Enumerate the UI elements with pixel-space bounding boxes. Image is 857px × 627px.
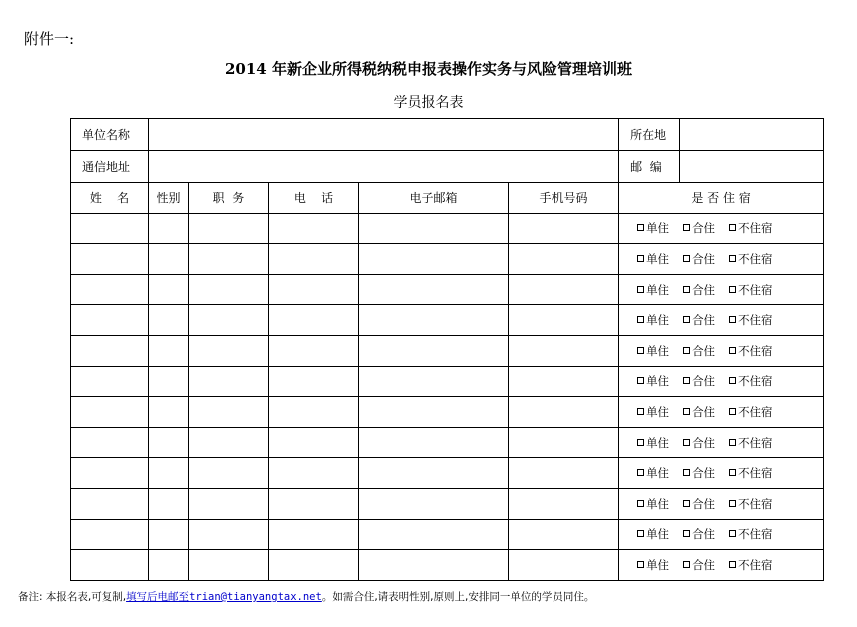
lodging-option[interactable]	[637, 344, 669, 358]
position-cell[interactable]	[189, 305, 269, 336]
email-cell[interactable]	[359, 305, 509, 336]
checkbox-icon[interactable]	[729, 561, 736, 568]
position-cell[interactable]	[189, 274, 269, 305]
phone-cell[interactable]	[269, 397, 359, 428]
lodging-cell	[619, 488, 824, 519]
phone-cell[interactable]	[269, 488, 359, 519]
note-suffix: 。如需合住,请表明性别,原则上,安排同一单位的学员同住。	[321, 591, 595, 603]
email-cell[interactable]	[359, 397, 509, 428]
address-field[interactable]	[149, 151, 619, 183]
checkbox-icon[interactable]	[729, 286, 736, 293]
position-cell[interactable]	[189, 550, 269, 581]
email-cell[interactable]	[359, 366, 509, 397]
table-row	[71, 305, 824, 336]
checkbox-icon[interactable]	[637, 469, 644, 476]
position-cell[interactable]	[189, 213, 269, 244]
lodging-cell	[619, 305, 824, 336]
email-cell[interactable]	[359, 427, 509, 458]
position-cell[interactable]	[189, 244, 269, 275]
col-phone-header: 电 话	[269, 183, 359, 214]
email-link[interactable]	[126, 591, 322, 603]
page-title: 2014 年新企业所得税纳税申报表操作实务与风险管理培训班	[225, 60, 632, 78]
lodging-option[interactable]	[637, 527, 669, 541]
lodging-option-label: 单住	[646, 374, 670, 389]
phone-cell[interactable]	[269, 213, 359, 244]
lodging-option[interactable]	[729, 313, 773, 327]
lodging-option[interactable]	[637, 252, 669, 266]
lodging-option[interactable]	[683, 221, 715, 235]
checkbox-icon[interactable]	[729, 377, 736, 384]
lodging-option[interactable]	[729, 283, 773, 297]
name-cell[interactable]	[71, 274, 149, 305]
checkbox-icon[interactable]	[637, 255, 644, 262]
lodging-option-label: 合住	[692, 282, 716, 297]
phone-cell[interactable]	[269, 519, 359, 550]
lodging-option[interactable]	[637, 313, 669, 327]
checkbox-icon[interactable]	[637, 408, 644, 415]
email-link-text: 填写后电邮至	[126, 591, 190, 603]
mobile-cell[interactable]	[509, 550, 619, 581]
lodging-option[interactable]	[729, 221, 773, 235]
email-cell[interactable]	[359, 519, 509, 550]
lodging-option[interactable]	[637, 221, 669, 235]
lodging-cell	[619, 458, 824, 489]
phone-cell[interactable]	[269, 305, 359, 336]
checkbox-icon[interactable]	[683, 224, 690, 231]
phone-cell[interactable]	[269, 274, 359, 305]
table-row	[71, 397, 824, 428]
email-cell[interactable]	[359, 488, 509, 519]
checkbox-icon[interactable]	[683, 286, 690, 293]
lodging-option-label: 单住	[646, 527, 670, 542]
lodging-option-label: 不住宿	[738, 374, 773, 389]
lodging-option-label: 单住	[646, 435, 670, 450]
lodging-option-label: 不住宿	[738, 527, 773, 542]
mobile-cell[interactable]	[509, 213, 619, 244]
gender-cell[interactable]	[149, 213, 189, 244]
mobile-cell[interactable]	[509, 427, 619, 458]
checkbox-icon[interactable]	[637, 316, 644, 323]
table-row	[71, 335, 824, 366]
lodging-option[interactable]	[683, 436, 715, 450]
checkbox-icon[interactable]	[683, 561, 690, 568]
lodging-option[interactable]	[729, 436, 773, 450]
mobile-cell[interactable]	[509, 458, 619, 489]
mobile-cell[interactable]	[509, 488, 619, 519]
email-cell[interactable]	[359, 335, 509, 366]
gender-cell[interactable]	[149, 335, 189, 366]
lodging-option[interactable]	[683, 252, 715, 266]
lodging-option-label: 不住宿	[738, 435, 773, 450]
position-cell[interactable]	[189, 488, 269, 519]
checkbox-icon[interactable]	[729, 255, 736, 262]
position-cell[interactable]	[189, 335, 269, 366]
checkbox-icon[interactable]	[637, 224, 644, 231]
lodging-option[interactable]	[637, 497, 669, 511]
checkbox-icon[interactable]	[683, 377, 690, 384]
name-cell[interactable]	[71, 305, 149, 336]
checkbox-icon[interactable]	[637, 286, 644, 293]
note-prefix: 备注: 本报名表,可复制,	[18, 591, 127, 603]
location-label: 所在地	[619, 119, 680, 151]
lodging-option[interactable]	[637, 436, 669, 450]
mobile-cell[interactable]	[509, 397, 619, 428]
phone-cell[interactable]	[269, 458, 359, 489]
postcode-label: 邮 编	[619, 151, 680, 183]
gender-cell[interactable]	[149, 366, 189, 397]
table-row	[71, 366, 824, 397]
lodging-option-label: 合住	[692, 404, 716, 419]
lodging-option[interactable]	[683, 344, 715, 358]
position-cell[interactable]	[189, 458, 269, 489]
col-gender-header: 性别	[149, 183, 189, 214]
gender-cell[interactable]	[149, 519, 189, 550]
table-row	[71, 427, 824, 458]
col-position-header: 职 务	[189, 183, 269, 214]
address-row	[71, 151, 824, 183]
table-row	[71, 213, 824, 244]
lodging-option-label: 单住	[646, 404, 670, 419]
lodging-option[interactable]	[683, 405, 715, 419]
name-cell[interactable]	[71, 366, 149, 397]
position-cell[interactable]	[189, 397, 269, 428]
gender-cell[interactable]	[149, 550, 189, 581]
lodging-option-label: 单住	[646, 343, 670, 358]
lodging-option-label: 不住宿	[738, 251, 773, 266]
col-email-header: 电子邮箱	[359, 183, 509, 214]
phone-cell[interactable]	[269, 550, 359, 581]
email-cell[interactable]	[359, 550, 509, 581]
checkbox-icon[interactable]	[683, 347, 690, 354]
lodging-option[interactable]	[683, 497, 715, 511]
name-cell[interactable]	[71, 335, 149, 366]
checkbox-icon[interactable]	[683, 530, 690, 537]
lodging-option[interactable]	[729, 497, 773, 511]
lodging-option[interactable]	[729, 527, 773, 541]
table-row	[71, 519, 824, 550]
gender-cell[interactable]	[149, 244, 189, 275]
footer-note	[18, 589, 594, 604]
name-cell[interactable]	[71, 244, 149, 275]
lodging-option-label: 单住	[646, 251, 670, 266]
lodging-option[interactable]	[729, 558, 773, 572]
checkbox-icon[interactable]	[683, 439, 690, 446]
lodging-option-label: 不住宿	[738, 313, 773, 328]
lodging-option[interactable]	[683, 527, 715, 541]
checkbox-icon[interactable]	[637, 377, 644, 384]
lodging-option-label: 不住宿	[738, 404, 773, 419]
lodging-option[interactable]	[683, 374, 715, 388]
mobile-cell[interactable]	[509, 305, 619, 336]
checkbox-icon[interactable]	[637, 439, 644, 446]
name-cell[interactable]	[71, 397, 149, 428]
checkbox-icon[interactable]	[637, 347, 644, 354]
lodging-option-label: 合住	[692, 466, 716, 481]
lodging-cell	[619, 335, 824, 366]
checkbox-icon[interactable]	[637, 561, 644, 568]
lodging-cell	[619, 550, 824, 581]
checkbox-icon[interactable]	[683, 255, 690, 262]
mobile-cell[interactable]	[509, 335, 619, 366]
unit-name-label: 单位名称	[71, 119, 149, 151]
header-row	[71, 183, 824, 214]
phone-cell[interactable]	[269, 427, 359, 458]
checkbox-icon[interactable]	[729, 439, 736, 446]
mobile-cell[interactable]	[509, 366, 619, 397]
checkbox-icon[interactable]	[729, 408, 736, 415]
lodging-option-label: 单住	[646, 466, 670, 481]
checkbox-icon[interactable]	[729, 469, 736, 476]
lodging-option-label: 单住	[646, 313, 670, 328]
table-row	[71, 244, 824, 275]
lodging-option[interactable]	[637, 283, 669, 297]
email-cell[interactable]	[359, 244, 509, 275]
checkbox-icon[interactable]	[729, 347, 736, 354]
lodging-option-label: 合住	[692, 221, 716, 236]
location-field[interactable]	[680, 119, 824, 151]
checkbox-icon[interactable]	[683, 469, 690, 476]
lodging-option[interactable]	[729, 252, 773, 266]
lodging-option[interactable]	[729, 374, 773, 388]
email-cell[interactable]	[359, 213, 509, 244]
col-name-header: 姓 名	[71, 183, 149, 214]
lodging-cell	[619, 519, 824, 550]
name-cell[interactable]	[71, 458, 149, 489]
table-row	[71, 550, 824, 581]
lodging-cell	[619, 244, 824, 275]
mobile-cell[interactable]	[509, 274, 619, 305]
lodging-option-label: 不住宿	[738, 343, 773, 358]
lodging-option-label: 不住宿	[738, 496, 773, 511]
unit-row	[71, 119, 824, 151]
lodging-option[interactable]	[683, 466, 715, 480]
phone-cell[interactable]	[269, 244, 359, 275]
registration-table	[70, 118, 824, 581]
lodging-cell	[619, 274, 824, 305]
lodging-option[interactable]	[637, 374, 669, 388]
lodging-option-label: 单住	[646, 221, 670, 236]
checkbox-icon[interactable]	[683, 500, 690, 507]
name-cell[interactable]	[71, 488, 149, 519]
gender-cell[interactable]	[149, 397, 189, 428]
lodging-option-label: 单住	[646, 282, 670, 297]
lodging-cell	[619, 427, 824, 458]
lodging-option-label: 合住	[692, 374, 716, 389]
lodging-option[interactable]	[683, 283, 715, 297]
lodging-option[interactable]	[637, 558, 669, 572]
lodging-option[interactable]	[637, 466, 669, 480]
col-mobile-header: 手机号码	[509, 183, 619, 214]
email-address: trian@tianyangtax.net	[189, 591, 322, 603]
unit-name-field[interactable]	[149, 119, 619, 151]
mobile-cell[interactable]	[509, 519, 619, 550]
postcode-field[interactable]	[680, 151, 824, 183]
col-lodging-header: 是 否 住 宿	[619, 183, 824, 214]
lodging-option-label: 不住宿	[738, 221, 773, 236]
name-cell[interactable]	[71, 427, 149, 458]
table-row	[71, 458, 824, 489]
lodging-option-label: 合住	[692, 435, 716, 450]
phone-cell[interactable]	[269, 335, 359, 366]
lodging-option[interactable]	[637, 405, 669, 419]
email-cell[interactable]	[359, 274, 509, 305]
mobile-cell[interactable]	[509, 244, 619, 275]
lodging-option-label: 不住宿	[738, 282, 773, 297]
phone-cell[interactable]	[269, 366, 359, 397]
position-cell[interactable]	[189, 427, 269, 458]
gender-cell[interactable]	[149, 427, 189, 458]
lodging-option[interactable]	[729, 405, 773, 419]
name-cell[interactable]	[71, 213, 149, 244]
lodging-option-label: 单住	[646, 557, 670, 572]
name-cell[interactable]	[71, 519, 149, 550]
name-cell[interactable]	[71, 550, 149, 581]
position-cell[interactable]	[189, 366, 269, 397]
lodging-option[interactable]	[729, 344, 773, 358]
lodging-option-label: 合住	[692, 557, 716, 572]
checkbox-icon[interactable]	[729, 224, 736, 231]
lodging-option-label: 单住	[646, 496, 670, 511]
gender-cell[interactable]	[149, 274, 189, 305]
checkbox-icon[interactable]	[683, 316, 690, 323]
checkbox-icon[interactable]	[729, 316, 736, 323]
gender-cell[interactable]	[149, 458, 189, 489]
checkbox-icon[interactable]	[729, 530, 736, 537]
lodging-cell	[619, 397, 824, 428]
lodging-option-label: 合住	[692, 527, 716, 542]
checkbox-icon[interactable]	[683, 408, 690, 415]
form-subtitle: 学员报名表	[393, 95, 464, 111]
table-row	[71, 274, 824, 305]
lodging-option-label: 合住	[692, 343, 716, 358]
lodging-option[interactable]	[683, 313, 715, 327]
lodging-cell	[619, 366, 824, 397]
lodging-option[interactable]	[729, 466, 773, 480]
table-row	[71, 488, 824, 519]
position-cell[interactable]	[189, 519, 269, 550]
gender-cell[interactable]	[149, 488, 189, 519]
checkbox-icon[interactable]	[637, 500, 644, 507]
address-label: 通信地址	[71, 151, 149, 183]
lodging-option-label: 不住宿	[738, 557, 773, 572]
lodging-option[interactable]	[683, 558, 715, 572]
lodging-option-label: 合住	[692, 496, 716, 511]
lodging-option-label: 合住	[692, 251, 716, 266]
checkbox-icon[interactable]	[729, 500, 736, 507]
checkbox-icon[interactable]	[637, 530, 644, 537]
email-cell[interactable]	[359, 458, 509, 489]
attachment-label: 附件一:	[24, 30, 75, 48]
lodging-option-label: 合住	[692, 313, 716, 328]
lodging-option-label: 不住宿	[738, 466, 773, 481]
gender-cell[interactable]	[149, 305, 189, 336]
lodging-cell	[619, 213, 824, 244]
